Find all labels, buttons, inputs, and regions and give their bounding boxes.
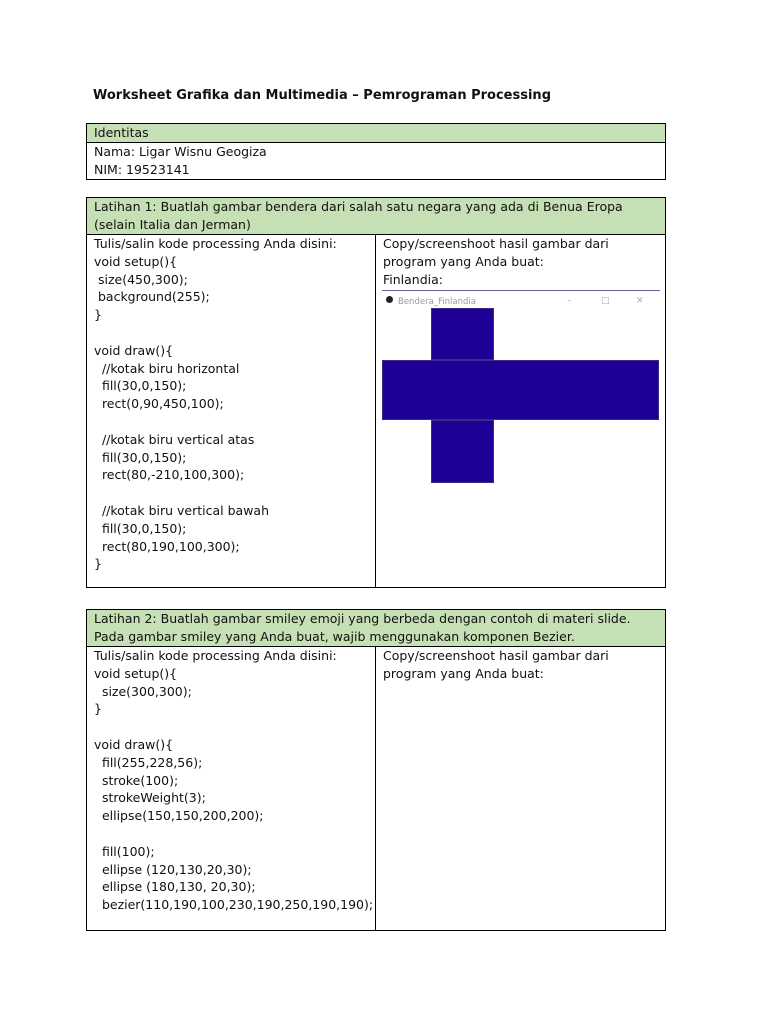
close-icon: ✕ <box>636 296 644 307</box>
minimize-icon: – <box>567 296 572 307</box>
latihan1-result-label-1: Copy/screenshoot hasil gambar dari <box>383 236 609 251</box>
identitas-table <box>86 123 666 180</box>
processing-window-screenshot <box>382 290 660 427</box>
flag-vertical-top-bar <box>431 308 494 360</box>
latihan1-country-label: Finlandia: <box>383 271 444 287</box>
maximize-icon: □ <box>601 296 610 307</box>
identitas-header: Identitas <box>87 124 666 143</box>
finland-flag-canvas <box>382 308 660 483</box>
student-name: Nama: Ligar Wisnu Geogiza <box>94 144 267 159</box>
latihan1-result-cell <box>376 235 666 588</box>
latihan2-code: void setup(){ size(300,300); } void draw(){ fill(255,228,56); stroke(100); strokeWeight(3); ellipse(150,150,200,200); fill(100); ellipse (120,130,20,30); ellipse (180,130, 20,30); bezier(110,190,100,230,190,250,190,190); <box>94 665 374 913</box>
flag-horizontal-bar <box>382 360 659 420</box>
worksheet-title: Worksheet Grafika dan Multimedia – Pemrograman Processing <box>93 88 551 103</box>
latihan1-result-label-2: program yang Anda buat: <box>383 253 544 269</box>
processing-app-icon <box>386 296 393 303</box>
processing-window-title: Bendera_Finlandia <box>398 297 476 308</box>
latihan2-code-cell <box>87 647 376 931</box>
latihan2-table <box>86 609 666 931</box>
student-nim: NIM: 19523141 <box>94 162 190 177</box>
latihan1-code: void setup(){ size(450,300); background(255); } void draw(){ //kotak biru horizontal fill(30,0,150); rect(0,90,450,100); //kotak biru vertical atas fill(30,0,150); rect(80,-210,100,300); //kotak biru vertical bawah fill(30,0,150); rect(80,190,100,300); } <box>94 253 270 572</box>
latihan1-code-label: Tulis/salin kode processing Anda disini: <box>94 236 337 251</box>
latihan2-result-label-2: program yang Anda buat: <box>383 665 544 681</box>
latihan2-code-label: Tulis/salin kode processing Anda disini: <box>94 648 337 663</box>
identitas-info <box>87 143 666 180</box>
latihan2-result-label-1: Copy/screenshoot hasil gambar dari <box>383 648 609 663</box>
latihan2-result-cell <box>376 647 666 931</box>
latihan2-header: Latihan 2: Buatlah gambar smiley emoji yang berbeda dengan contoh di materi slide. Pada gambar smiley yang Anda buat, wajib menggunakan komponen Bezier. <box>87 610 666 647</box>
flag-vertical-bottom-bar <box>431 420 494 483</box>
processing-window-titlebar <box>382 291 660 308</box>
latihan1-header: Latihan 1: Buatlah gambar bendera dari salah satu negara yang ada di Benua Eropa (selain Italia dan Jerman) <box>87 198 666 235</box>
latihan1-code-cell <box>87 235 376 588</box>
latihan1-table <box>86 197 666 588</box>
